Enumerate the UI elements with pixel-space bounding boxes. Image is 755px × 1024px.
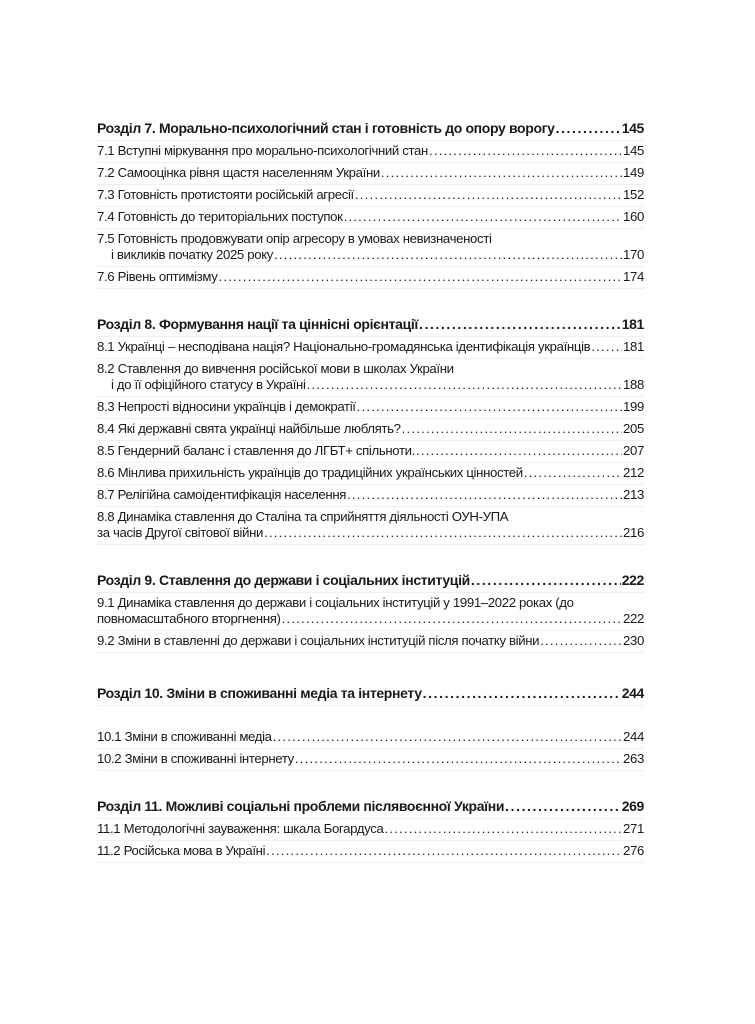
entry-title: 8.4 Які державні свята українці найбільше люблять? bbox=[97, 421, 401, 436]
leader-dots bbox=[218, 269, 622, 285]
page-number: 263 bbox=[623, 751, 644, 766]
leader-dots bbox=[307, 377, 622, 393]
toc-entry[interactable] bbox=[97, 507, 644, 545]
entry-title: 8.3 Непрості відносини українців і демократії bbox=[97, 399, 356, 414]
chapter-title: Розділ 11. Можливі соціальні проблеми післявоєнної України bbox=[97, 798, 505, 814]
entry-title: 10.2 Зміни в споживанні інтернету bbox=[97, 751, 294, 766]
toc-entry[interactable] bbox=[97, 419, 644, 441]
page-number: 212 bbox=[623, 465, 644, 480]
toc-entry[interactable] bbox=[97, 463, 644, 485]
entry-title: 10.1 Зміни в споживанні медіа bbox=[97, 729, 272, 744]
entry-title-line1: 9.1 Динаміка ставлення до держави і соціальних інституцій у 1991–2022 роках (до bbox=[97, 595, 574, 610]
leader-dots bbox=[266, 843, 622, 859]
page-number: 181 bbox=[623, 339, 644, 354]
leader-dots bbox=[505, 798, 621, 814]
page-number: 244 bbox=[621, 685, 644, 701]
toc-entry[interactable] bbox=[97, 485, 644, 507]
entry-title: 8.5 Гендерний баланс і ставлення до ЛГБТ+ спільноти. bbox=[97, 443, 415, 458]
page-number: 174 bbox=[623, 269, 644, 284]
leader-dots bbox=[273, 729, 622, 745]
toc-entry[interactable] bbox=[97, 749, 644, 771]
chapter-title: Розділ 10. Зміни в споживанні медіа та інтернету bbox=[97, 685, 422, 701]
entry-title-line2: і викликів початку 2025 року bbox=[111, 247, 274, 262]
toc-entry[interactable] bbox=[97, 631, 644, 653]
toc-entry[interactable] bbox=[97, 819, 644, 841]
entry-title-line1: 8.8 Динаміка ставлення до Сталіна та сприйняття діяльності ОУН-УПА bbox=[97, 509, 509, 524]
toc-entry[interactable] bbox=[97, 397, 644, 419]
leader-dots bbox=[357, 399, 622, 415]
toc-entry[interactable] bbox=[97, 359, 644, 397]
entry-title-line2: і до її офіційного статусу в Україні bbox=[111, 377, 306, 392]
leader-dots bbox=[540, 633, 622, 649]
chapter-title: Розділ 9. Ставлення до держави і соціальних інституцій bbox=[97, 572, 470, 588]
page-number: 207 bbox=[623, 443, 644, 458]
entry-title: 11.2 Російська мова в Україні bbox=[97, 843, 266, 858]
page-number: 222 bbox=[623, 611, 644, 626]
table-of-contents bbox=[97, 118, 644, 863]
toc-entry[interactable] bbox=[97, 267, 644, 289]
entry-title: 8.1 Українці – несподівана нація? Національно-громадянська ідентифікація українців bbox=[97, 339, 591, 354]
leader-dots bbox=[429, 143, 622, 159]
toc-entry[interactable] bbox=[97, 163, 644, 185]
toc-entry[interactable] bbox=[97, 141, 644, 163]
entry-title-line1: 8.2 Ставлення до вивчення російської мови в школах України bbox=[97, 361, 454, 376]
toc-entry[interactable] bbox=[97, 185, 644, 207]
entry-title-line2: за часів Другої світової війни bbox=[97, 525, 264, 540]
toc-entry[interactable] bbox=[97, 229, 644, 267]
entry-title: 7.4 Готовність до територіальних поступок bbox=[97, 209, 343, 224]
leader-dots bbox=[524, 465, 622, 481]
entry-title: 8.7 Релігійна самоідентифікація населення bbox=[97, 487, 347, 502]
page-number: 213 bbox=[623, 487, 644, 502]
page-number: 188 bbox=[623, 377, 644, 392]
entry-title-line1: 7.5 Готовність продовжувати опір агресору в умовах невизначеності bbox=[97, 231, 492, 246]
page-number: 170 bbox=[623, 247, 644, 262]
page-number: 145 bbox=[621, 120, 644, 136]
page-number: 269 bbox=[621, 798, 644, 814]
toc-entry[interactable] bbox=[97, 337, 644, 359]
leader-dots bbox=[556, 120, 621, 136]
entry-title: 9.2 Зміни в ставленні до держави і соціальних інституцій після початку війни bbox=[97, 633, 540, 648]
leader-dots bbox=[423, 685, 621, 701]
chapter-heading[interactable] bbox=[97, 314, 644, 337]
leader-dots bbox=[344, 209, 622, 225]
entry-title: 7.3 Готовність протистояти російській агресії bbox=[97, 187, 354, 202]
leader-dots bbox=[384, 821, 622, 837]
page-number: 181 bbox=[621, 316, 644, 332]
page-number: 276 bbox=[623, 843, 644, 858]
entry-title: 7.1 Вступні міркування про морально-психологічний стан bbox=[97, 143, 428, 158]
page-number: 222 bbox=[621, 572, 644, 588]
leader-dots bbox=[355, 187, 622, 203]
page-number: 145 bbox=[623, 143, 644, 158]
toc-entry[interactable] bbox=[97, 727, 644, 749]
leader-dots bbox=[274, 247, 622, 263]
leader-dots bbox=[282, 611, 622, 627]
page-number: 230 bbox=[623, 633, 644, 648]
leader-dots bbox=[264, 525, 622, 541]
leader-dots bbox=[347, 487, 622, 503]
leader-dots bbox=[416, 443, 622, 459]
entry-title: 11.1 Методологічні зауваження: шкала Богардуса bbox=[97, 821, 384, 836]
chapter-heading[interactable] bbox=[97, 796, 644, 819]
toc-entry[interactable] bbox=[97, 207, 644, 229]
entry-title: 7.6 Рівень оптимізму bbox=[97, 269, 218, 284]
chapter-heading[interactable] bbox=[97, 570, 644, 593]
entry-title: 8.6 Мінлива прихильність українців до традиційних українських цінностей bbox=[97, 465, 523, 480]
page-number: 149 bbox=[623, 165, 644, 180]
chapter-heading[interactable] bbox=[97, 118, 644, 141]
leader-dots bbox=[471, 572, 621, 588]
leader-dots bbox=[402, 421, 622, 437]
page-number: 271 bbox=[623, 821, 644, 836]
leader-dots bbox=[295, 751, 622, 767]
toc-entry[interactable] bbox=[97, 841, 644, 863]
page-number: 244 bbox=[623, 729, 644, 744]
page-number: 160 bbox=[623, 209, 644, 224]
chapter-title: Розділ 7. Морально-психологічний стан і готовність до опору ворогу bbox=[97, 120, 555, 136]
chapter-heading[interactable] bbox=[97, 683, 644, 706]
entry-title-line2: повномасштабного вторгнення) bbox=[97, 611, 281, 626]
toc-entry[interactable] bbox=[97, 593, 644, 631]
page-number: 216 bbox=[623, 525, 644, 540]
leader-dots bbox=[591, 339, 622, 355]
page-number: 199 bbox=[623, 399, 644, 414]
chapter-title: Розділ 8. Формування нації та ціннісні орієнтації bbox=[97, 316, 418, 332]
toc-entry[interactable] bbox=[97, 441, 644, 463]
entry-title: 7.2 Самооцінка рівня щастя населенням України bbox=[97, 165, 380, 180]
page-number: 152 bbox=[623, 187, 644, 202]
leader-dots bbox=[381, 165, 622, 181]
page-number: 205 bbox=[623, 421, 644, 436]
leader-dots bbox=[419, 316, 621, 332]
